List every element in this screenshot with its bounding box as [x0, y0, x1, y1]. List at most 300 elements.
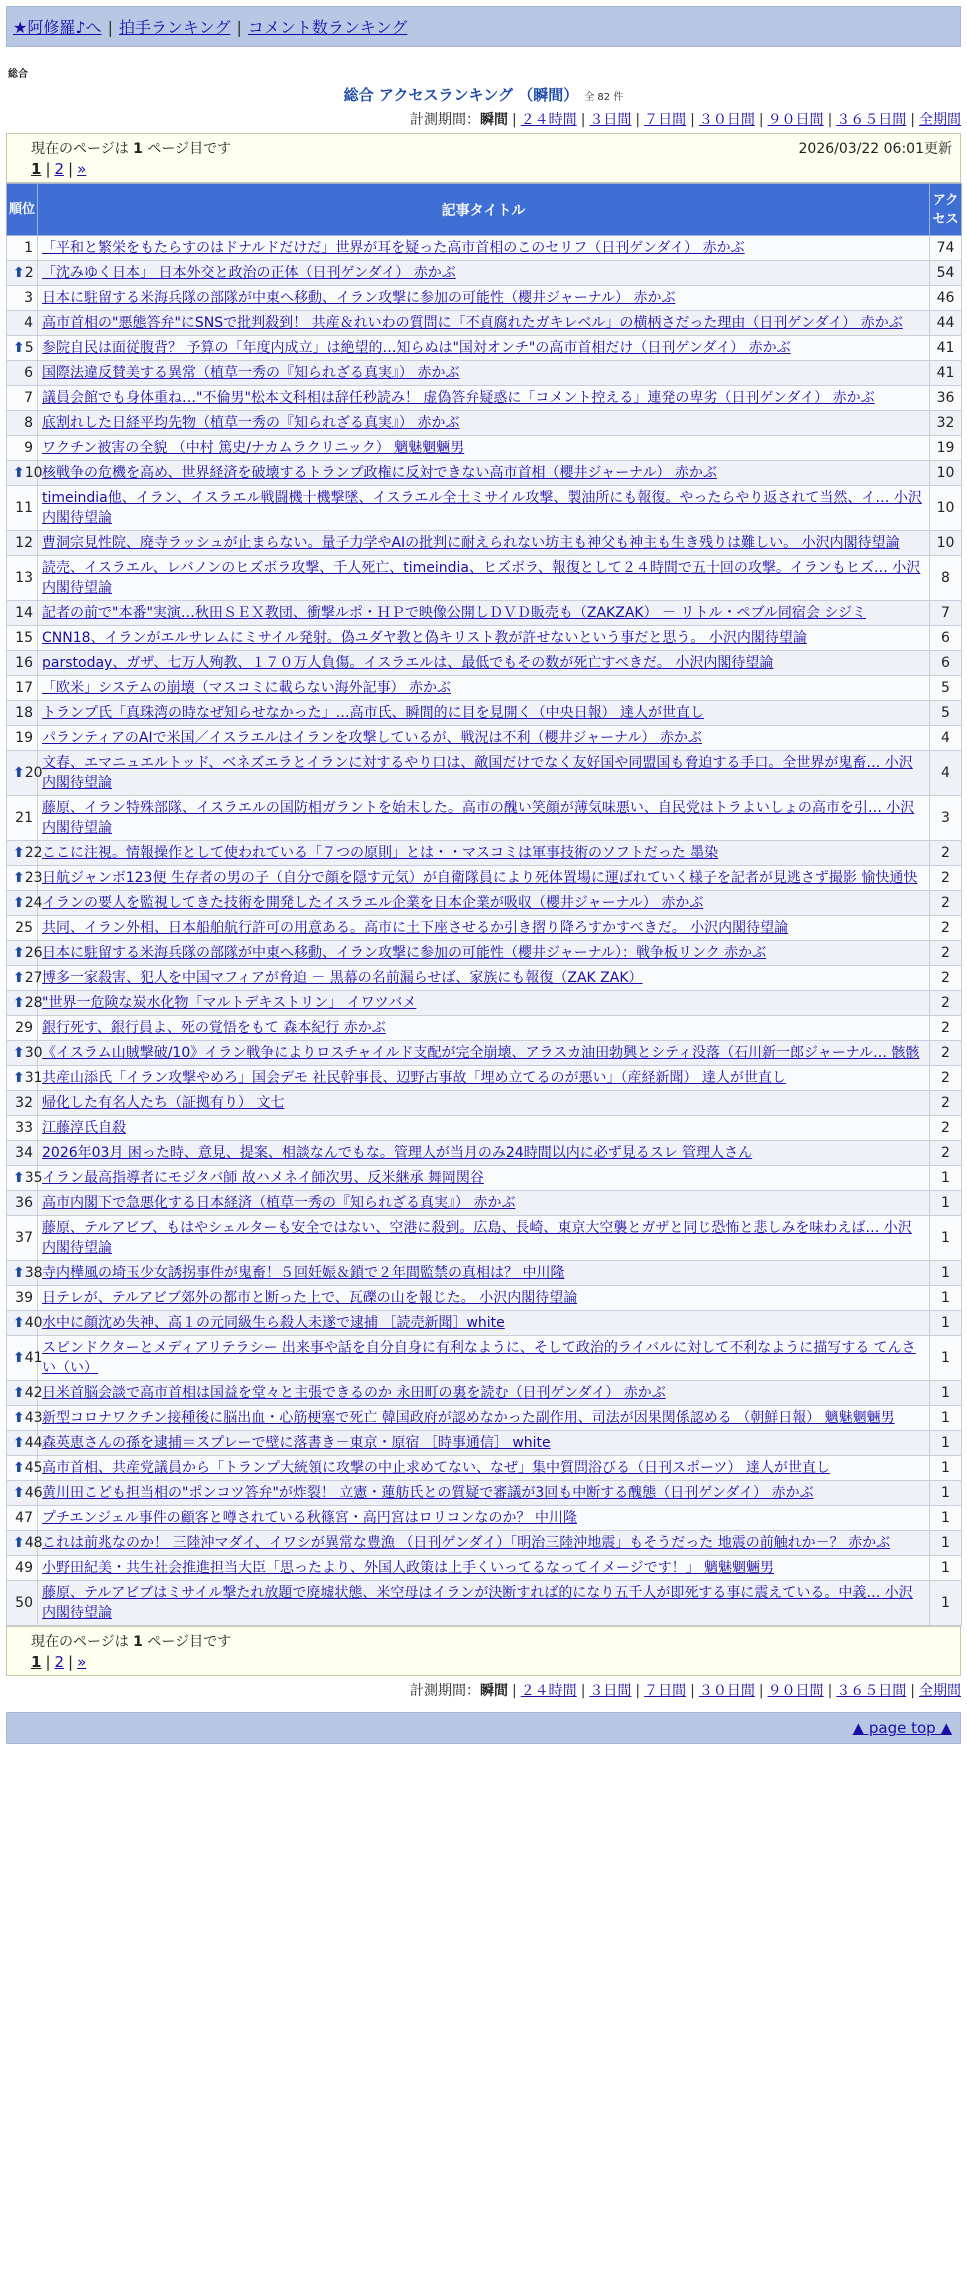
rank-cell	[7, 1286, 38, 1311]
article-link[interactable]: イランの要人を監視してきた技術を開発したイスラエル企業を日本企業が吸収（櫻井ジャーナル） 赤かぶ	[42, 895, 704, 911]
table-row	[7, 336, 962, 361]
article-link[interactable]: 国際法違反賛美する異常（植草一秀の『知られざる真実』） 赤かぶ	[42, 365, 460, 381]
rank-number: 48	[24, 1535, 43, 1551]
rank-number: 46	[24, 1485, 43, 1501]
up-arrow-icon: ⬆	[13, 1485, 25, 1501]
access-count: 1	[930, 1166, 962, 1191]
title-cell	[38, 1261, 930, 1286]
article-link[interactable]: 藤原、イラン特殊部隊、イスラエルの国防相ガラントを始末した。高市の醜い笑顔が薄気味悪い、自民党はトラよいしょの高市を引… 小沢内閣待望論	[42, 800, 915, 836]
pager-top	[6, 133, 961, 183]
article-link[interactable]: 共産山添氏「イラン攻撃やめろ」国会デモ 社民幹事長、辺野古事故「埋め立てるのが悪い」（産経新聞） 達人が世直し	[42, 1070, 786, 1086]
access-count: 2	[930, 991, 962, 1016]
up-arrow-icon: ⬆	[13, 870, 25, 886]
rank-cell	[7, 1406, 43, 1431]
article-link[interactable]: 水中に顔沈め失神、高１の元同級生ら殺人未遂で逮捕 ［読売新聞］white	[42, 1315, 505, 1331]
article-link[interactable]: 寺内樺風の埼玉少女誘拐事件が鬼畜！５回妊娠＆鎖で２年間監禁の真相は？ 中川隆	[42, 1265, 565, 1281]
table-row	[7, 436, 962, 461]
article-link[interactable]: timeindia他、イラン、イスラエル戦闘機十機撃墜、イスラエル全土ミサイル攻撃、製油所にも報復。やったらやり返されて当然、イ… 小沢内閣待望論	[42, 490, 922, 526]
up-arrow-icon: ⬆	[13, 465, 25, 481]
up-arrow-icon: ⬆	[13, 895, 25, 911]
title-cell	[38, 1431, 930, 1456]
article-link[interactable]: 底割れした日経平均先物（植草一秀の『知られざる真実』） 赤かぶ	[42, 415, 460, 431]
page-link[interactable]: 2	[54, 160, 65, 178]
title-cell	[38, 486, 930, 531]
title-cell	[38, 1066, 930, 1091]
period-selector	[6, 109, 961, 129]
article-link[interactable]: 高市首相の"悪態答弁"にSNSで批判殺到！ 共産＆れいわの質問に「不貞腐れたガキレベル」の横柄さだった理由（日刊ゲンダイ） 赤かぶ	[42, 315, 903, 331]
up-arrow-icon: ⬆	[13, 265, 25, 281]
article-link[interactable]: 高市内閣下で急悪化する日本経済（植草一秀の『知られざる真実』） 赤かぶ	[42, 1195, 516, 1211]
rank-cell	[7, 1431, 43, 1456]
article-link[interactable]: これは前兆なのか！ 三陸沖マダイ、イワシが異常な豊漁 （日刊ゲンダイ）「明治三陸沖地震」もそうだった 地震の前触れか－？ 赤かぶ	[42, 1535, 891, 1551]
title-cell	[38, 891, 930, 916]
title-cell	[38, 1481, 930, 1506]
access-count: 5	[930, 701, 962, 726]
rank-number: 16	[15, 655, 33, 671]
table-row	[7, 1041, 962, 1066]
table-row	[7, 751, 962, 796]
table-row	[7, 1191, 962, 1216]
period-separator: |	[635, 112, 641, 128]
table-row	[7, 486, 962, 531]
title-cell	[38, 866, 930, 891]
rank-cell	[7, 1381, 43, 1406]
period-separator: |	[827, 1683, 833, 1699]
table-row	[7, 261, 962, 286]
up-arrow-icon: ⬆	[13, 765, 25, 781]
rank-cell	[7, 336, 38, 361]
rank-cell	[7, 916, 38, 941]
page-separator: |	[45, 1653, 51, 1671]
up-arrow-icon: ⬆	[13, 995, 25, 1011]
article-link[interactable]: 核戦争の危機を高め、世界経済を破壊するトランプ政権に反対できない高市首相（櫻井ジャーナル） 赤かぶ	[42, 465, 717, 481]
footer-bar	[6, 1712, 961, 1744]
article-link[interactable]: 参院自民は面従腹背？ 予算の「年度内成立」は絶望的…知らぬは"国対オンチ"の高市首相だけ（日刊ゲンダイ） 赤かぶ	[42, 340, 791, 356]
page-links	[31, 1653, 952, 1671]
title-cell	[38, 1556, 930, 1581]
rank-cell	[7, 386, 38, 411]
current-page-suffix: ページ目です	[142, 141, 232, 157]
title-cell	[38, 1216, 930, 1261]
title-cell	[38, 236, 930, 261]
rank-number: 24	[24, 895, 43, 911]
period-separator: |	[690, 112, 695, 128]
rank-number: 30	[24, 1045, 43, 1061]
up-arrow-icon: ⬆	[13, 970, 25, 986]
access-count: 10	[930, 461, 962, 486]
page-links	[31, 160, 952, 178]
rank-cell	[7, 1336, 43, 1381]
rank-number: 6	[24, 365, 33, 381]
up-arrow-icon: ⬆	[13, 1070, 25, 1086]
table-row	[7, 1431, 962, 1456]
access-count: 1	[930, 1431, 962, 1456]
article-link[interactable]: 「欧米」システムの崩壊（マスコミに載らない海外記事） 赤かぶ	[42, 680, 452, 696]
access-count: 1	[930, 1191, 962, 1216]
article-link[interactable]: 新型コロナワクチン接種後に脳出血・心筋梗塞で死亡 韓国政府が認めなかった副作用、司法が因果関係認める （朝鮮日報） 魑魅魍魎男	[42, 1410, 895, 1426]
access-count: 1	[930, 1481, 962, 1506]
table-row	[7, 1506, 962, 1531]
rank-number: 45	[24, 1460, 43, 1476]
access-count: 46	[930, 286, 962, 311]
rank-number: 23	[24, 870, 43, 886]
rank-cell	[7, 1581, 38, 1626]
nav-link-comment-ranking[interactable]: コメント数ランキング	[247, 18, 408, 37]
access-count: 2	[930, 841, 962, 866]
article-link[interactable]: トランプ氏「真珠湾の時なぜ知らせなかった」…高市氏、瞬間的に目を見開く（中央日報） 達人が世直し	[42, 705, 705, 721]
period-link[interactable]: ９０日間	[767, 112, 824, 128]
up-arrow-icon: ⬆	[13, 1265, 25, 1281]
ranking-table-body	[7, 236, 962, 1626]
title-cell	[38, 1141, 930, 1166]
page-link-next[interactable]: »	[77, 1653, 87, 1671]
rank-cell	[7, 676, 38, 701]
period-link[interactable]: ３６５日間	[836, 112, 907, 128]
rank-number: 18	[15, 705, 33, 721]
article-link[interactable]: 共同、イラン外相、日本船舶航行許可の用意ある。高市に土下座させるか引き摺り降ろすかすべきだ。 小沢内閣待望論	[42, 920, 789, 936]
page-link-next[interactable]: »	[77, 160, 87, 178]
access-count: 36	[930, 386, 962, 411]
article-link[interactable]: 藤原、テルアビブ、もはやシェルターも安全ではない、空港に殺到。広島、長崎、東京大空襲とガザと同じ恐怖と悲しみを味わえば… 小沢内閣待望論	[42, 1220, 912, 1256]
table-header-row	[7, 184, 962, 236]
table-row	[7, 1261, 962, 1286]
article-link[interactable]: 黄川田こども担当相の"ポンコツ答弁"が炸裂！ 立憲・蓮舫氏との質疑で審議が3回も中断する醜態（日刊ゲンダイ） 赤かぶ	[42, 1485, 814, 1501]
table-row	[7, 1016, 962, 1041]
title-cell	[38, 1041, 930, 1066]
period-separator: |	[580, 1683, 586, 1699]
period-link[interactable]: ２４時間	[520, 1683, 577, 1699]
title-cell	[38, 311, 930, 336]
period-link[interactable]: ９０日間	[767, 1683, 824, 1699]
rank-cell	[7, 1191, 38, 1216]
article-link[interactable]: ワクチン被害の全貌 （中村 篤史/ナカムラクリニック） 魑魅魍魎男	[42, 440, 465, 456]
rank-number: 10	[24, 465, 43, 481]
article-link[interactable]: 曹洞宗見性院、廃寺ラッシュが止まらない。量子力学やAIの批判に耐えられない坊主も神父も神主も生き残りは難しい。 小沢内閣待望論	[42, 535, 900, 551]
top-navigation: ★阿修羅♪へ | 拍手ランキング | コメント数ランキング	[6, 6, 961, 47]
rank-number: 22	[24, 845, 43, 861]
rank-cell	[7, 941, 43, 966]
up-arrow-icon: ⬆	[13, 845, 25, 861]
table-row	[7, 941, 962, 966]
rank-number: 40	[24, 1315, 43, 1331]
rank-cell	[7, 436, 38, 461]
ranking-table	[6, 183, 962, 1626]
article-link[interactable]: CNN18、イランがエルサレムにミサイル発射。偽ユダヤ教と偽キリスト教が許せないという事だと思う。 小沢内閣待望論	[42, 630, 807, 646]
table-row	[7, 1481, 962, 1506]
nav-link-applause-ranking[interactable]: 拍手ランキング	[118, 18, 231, 37]
title-cell	[38, 701, 930, 726]
article-link[interactable]: パランティアのAIで米国／イスラエルはイランを攻撃しているが、戦況は不利（櫻井ジャーナル） 赤かぶ	[42, 730, 702, 746]
access-count: 74	[930, 236, 962, 261]
pager-status-row	[31, 138, 952, 158]
title-cell	[38, 751, 930, 796]
title-cell	[38, 651, 930, 676]
title-cell	[38, 726, 930, 751]
period-separator: |	[511, 112, 517, 128]
article-link[interactable]: 《イスラム山賊撃破/10》イラン戦争によりロスチャイルド支配が完全崩壊、アラスカ油田勃興とシティ没落（石川新一郎ジャーナル… 骸骸	[42, 1045, 920, 1061]
rank-cell	[7, 411, 38, 436]
access-count: 10	[930, 486, 962, 531]
article-link[interactable]: 議員会館でも身体重ね…"不倫男"松本文科相は辞任秒読み！ 虚偽答弁疑惑に「コメント控える」連発の卑劣（日刊ゲンダイ） 赤かぶ	[42, 390, 875, 406]
article-link[interactable]: 江藤淳氏自殺	[42, 1120, 126, 1136]
rank-number: 17	[15, 680, 33, 696]
article-link[interactable]: 記者の前で"本番"実演…秋田ＳＥＸ教団、衝撃ルポ・ＨＰで映像公開しＤＶＤ販売も（ZAKZAK） － リトル・ペブル同宿会 シジミ	[42, 605, 867, 621]
article-link[interactable]: 日本に駐留する米海兵隊の部隊が中東へ移動、イラン攻撃に参加の可能性（櫻井ジャーナル） 赤かぶ	[42, 290, 676, 306]
period-separator: |	[758, 1683, 764, 1699]
title-cell	[38, 941, 930, 966]
period-separator: |	[690, 1683, 695, 1699]
current-page-prefix: 現在のページは	[31, 1634, 134, 1650]
rank-number: 27	[24, 970, 43, 986]
title-cell	[38, 1581, 930, 1626]
rank-cell	[7, 531, 38, 556]
title-cell	[38, 261, 930, 286]
header-title: 記事タイトル	[38, 184, 930, 236]
rank-number: 8	[24, 415, 33, 431]
rank-number: 4	[24, 315, 33, 331]
rank-cell	[7, 361, 38, 386]
rank-number: 7	[24, 390, 33, 406]
rank-number: 15	[15, 630, 33, 646]
period-separator: |	[635, 1683, 641, 1699]
access-count: 2	[930, 966, 962, 991]
rank-number: 9	[24, 440, 33, 456]
access-count: 54	[930, 261, 962, 286]
article-link[interactable]: 帰化した有名人たち（証拠有り） 文七	[42, 1095, 285, 1111]
article-link[interactable]: イラン最高指導者にモジタバ師 故ハメネイ師次男、反米継承 舞岡関谷	[42, 1170, 484, 1186]
rank-number: 47	[15, 1510, 33, 1526]
rank-cell	[7, 726, 38, 751]
header-access: アクセス	[930, 184, 962, 236]
period-selector-bottom	[6, 1680, 961, 1700]
up-arrow-icon: ⬆	[13, 1410, 25, 1426]
access-count: 1	[930, 1336, 962, 1381]
article-link[interactable]: プチエンジェル事件の顧客と噂されている秋篠宮・高円宮はロリコンなのか？ 中川隆	[42, 1510, 577, 1526]
article-link[interactable]: 2026年03月 困った時、意見、提案、相談なんでもな。管理人が当月のみ24時間以内に必ず見るスレ 管理人さん	[42, 1145, 753, 1161]
access-count: 32	[930, 411, 962, 436]
rank-cell	[7, 556, 38, 601]
table-row	[7, 916, 962, 941]
rank-cell	[7, 1556, 38, 1581]
period-link[interactable]: ７日間	[644, 1683, 687, 1699]
rank-number: 21	[15, 810, 33, 826]
article-link[interactable]: スピンドクターとメディアリテラシー 出来事や話を自分自身に有利なように、そして政治的ライバルに対して不利なように描写する てんさい（い）	[42, 1340, 916, 1376]
up-arrow-icon: ⬆	[13, 1435, 25, 1451]
article-link[interactable]: 「平和と繁栄をもたらすのはドナルドだけだ」世界が耳を疑った高市首相のこのセリフ（日刊ゲンダイ） 赤かぶ	[42, 240, 745, 256]
article-link[interactable]: 日本に駐留する米海兵隊の部隊が中東へ移動、イラン攻撃に参加の可能性（櫻井ジャーナル）：戦争板リンク 赤かぶ	[42, 945, 767, 961]
access-count: 1	[930, 1381, 962, 1406]
period-link[interactable]: ３０日間	[698, 1683, 755, 1699]
rank-number: 12	[15, 535, 33, 551]
access-count: 2	[930, 1066, 962, 1091]
rank-cell	[7, 1311, 43, 1336]
access-count: 10	[930, 531, 962, 556]
page-separator: |	[68, 1653, 74, 1671]
period-link[interactable]: ３日間	[589, 112, 632, 128]
current-page-suffix: ページ目です	[142, 1634, 232, 1650]
period-separator: |	[511, 1683, 517, 1699]
rank-number: 42	[24, 1385, 43, 1401]
table-row	[7, 1456, 962, 1481]
rank-number: 2	[24, 265, 34, 281]
title-cell	[38, 1191, 930, 1216]
period-link[interactable]: ７日間	[644, 112, 687, 128]
access-count: 7	[930, 601, 962, 626]
table-row	[7, 796, 962, 841]
current-page-text	[31, 1631, 231, 1651]
rank-cell	[7, 651, 38, 676]
table-row	[7, 311, 962, 336]
rank-cell	[7, 1091, 38, 1116]
rank-number: 1	[24, 240, 33, 256]
table-row	[7, 1091, 962, 1116]
title-cell	[38, 286, 930, 311]
title-cell	[38, 461, 930, 486]
period-link[interactable]: 全期間	[919, 1683, 961, 1699]
article-link[interactable]: 銀行死す、銀行員よ、死の覚悟をもて 森本紀行 赤かぶ	[42, 1020, 386, 1036]
page-link[interactable]: 2	[54, 1653, 65, 1671]
access-count: 1	[930, 1581, 962, 1626]
article-link[interactable]: 日米首脳会談で高市首相は国益を堂々と主張できるのか 永田町の裏を読む（日刊ゲンダイ） 赤かぶ	[42, 1385, 666, 1401]
rank-cell	[7, 796, 38, 841]
article-link[interactable]: "世界一危険な炭水化物「マルトデキストリン」 イワツバメ	[42, 995, 417, 1011]
rank-number: 35	[24, 1170, 43, 1186]
article-link[interactable]: 博多一家殺害、犯人を中国マフィアが脅迫 － 黒幕の名前漏らせば、家族にも報復（ZAK ZAK）	[42, 970, 643, 986]
access-count: 4	[930, 726, 962, 751]
rank-number: 31	[24, 1070, 43, 1086]
article-link[interactable]: 読売、イスラエル、レバノンのヒズボラ攻撃、千人死亡、timeindia、ヒズボラ、報復として２４時間で五十回の攻撃。イランもヒズ… 小沢内閣待望論	[42, 560, 921, 596]
page-top-link[interactable]: ▲ page top ▲	[852, 1719, 952, 1737]
current-page-text	[31, 138, 231, 158]
article-link[interactable]: 日テレが、テルアビブ郊外の都市と断った上で、瓦礫の山を報じた。 小沢内閣待望論	[42, 1290, 578, 1306]
rank-number: 28	[24, 995, 43, 1011]
rank-cell	[7, 1456, 43, 1481]
title-cell	[38, 361, 930, 386]
access-count: 19	[930, 436, 962, 461]
period-label: 計測期間：	[409, 1683, 480, 1699]
article-link[interactable]: parstoday、ガザ、七万人殉教、１７０万人負傷。イスラエルは、最低でもその数が死亡すべきだ。 小沢内閣待望論	[42, 655, 774, 671]
table-row	[7, 866, 962, 891]
access-count: 1	[930, 1456, 962, 1481]
rank-cell	[7, 626, 38, 651]
article-link[interactable]: 藤原、テルアビブはミサイル撃たれ放題で廃墟状態、米空母はイランが決断すれば的になり五千人が即死する事に震えている。中義… 小沢内閣待望論	[42, 1585, 913, 1621]
article-link[interactable]: 森英恵さんの孫を逮捕＝スプレーで壁に落書き－東京・原宿 ［時事通信］ white	[42, 1435, 551, 1451]
period-link[interactable]: ３６５日間	[836, 1683, 907, 1699]
table-row	[7, 1336, 962, 1381]
table-row	[7, 531, 962, 556]
current-page-number: 1	[133, 141, 143, 157]
access-count: 2	[930, 1116, 962, 1141]
table-row	[7, 361, 962, 386]
period-separator: |	[910, 1683, 915, 1699]
table-row	[7, 386, 962, 411]
header-rank: 順位	[7, 184, 38, 236]
access-count: 5	[930, 676, 962, 701]
rank-cell	[7, 1261, 43, 1286]
rank-number: 39	[15, 1290, 33, 1306]
article-link[interactable]: 日航ジャンボ123便 生存者の男の子（自分で顔を隠す元気）が自衛隊員により死体置場に運ばれていく様子を記者が見逃さず撮影 愉快通快	[42, 870, 918, 886]
up-arrow-icon: ⬆	[13, 945, 25, 961]
title-cell	[38, 411, 930, 436]
up-arrow-icon: ⬆	[13, 1385, 25, 1401]
article-link[interactable]: 文春、エマニュエルトッド、ベネズエラとイランに対するやり口は、敵国だけでなく友好国や同盟国も脅迫する手口。全世界が鬼畜… 小沢内閣待望論	[42, 755, 913, 791]
period-current: 瞬間	[479, 112, 508, 128]
access-count: 2	[930, 866, 962, 891]
title-cell	[38, 1091, 930, 1116]
article-link[interactable]: 高市首相、共産党議員から「トランプ大統領に攻撃の中止求めてない、なぜ」集中質問浴びる（日刊スポーツ） 達人が世直し	[42, 1460, 830, 1476]
table-row	[7, 236, 962, 261]
table-row	[7, 1141, 962, 1166]
rank-cell	[7, 966, 43, 991]
rank-cell	[7, 701, 38, 726]
table-row	[7, 726, 962, 751]
rank-number: 36	[15, 1195, 33, 1211]
rank-number: 26	[24, 945, 43, 961]
current-page-number: 1	[133, 1634, 143, 1650]
nav-link-ashura[interactable]: ★阿修羅♪へ	[13, 18, 102, 37]
table-row	[7, 1406, 962, 1431]
up-arrow-icon: ⬆	[13, 1315, 25, 1331]
rank-cell	[7, 311, 38, 336]
title-cell	[38, 1456, 930, 1481]
access-count: 4	[930, 751, 962, 796]
up-arrow-icon: ⬆	[13, 1045, 25, 1061]
rank-cell	[7, 286, 38, 311]
rank-number: 32	[15, 1095, 33, 1111]
rank-cell	[7, 1531, 43, 1556]
up-arrow-icon: ⬆	[13, 340, 25, 356]
table-row	[7, 1531, 962, 1556]
access-count: 41	[930, 336, 962, 361]
ranking-count: 全 82 件	[584, 92, 624, 103]
title-cell	[38, 601, 930, 626]
table-row	[7, 966, 962, 991]
access-count: 1	[930, 1311, 962, 1336]
period-link[interactable]: ３０日間	[698, 112, 755, 128]
rank-number: 41	[24, 1350, 43, 1366]
rank-number: 38	[24, 1265, 43, 1281]
article-link[interactable]: 小野田紀美・共生社会推進担当大臣「思ったより、外国人政策は上手くいってるなってイメージです！」 魑魅魍魎男	[42, 1560, 775, 1576]
article-link[interactable]: 「沈みゆく日本」 日本外交と政治の正体（日刊ゲンダイ） 赤かぶ	[42, 265, 456, 281]
title-cell	[38, 1531, 930, 1556]
rank-cell	[7, 486, 38, 531]
rank-cell	[7, 1506, 38, 1531]
access-count: 2	[930, 891, 962, 916]
period-link[interactable]: 全期間	[919, 112, 961, 128]
period-link[interactable]: ３日間	[589, 1683, 632, 1699]
access-count: 41	[930, 361, 962, 386]
access-count: 8	[930, 556, 962, 601]
page-title	[6, 84, 961, 105]
rank-cell	[7, 1116, 38, 1141]
period-link[interactable]: ２４時間	[520, 112, 577, 128]
up-arrow-icon: ⬆	[13, 1170, 25, 1186]
rank-cell	[7, 1066, 43, 1091]
access-count: 2	[930, 941, 962, 966]
table-row	[7, 991, 962, 1016]
access-count: 2	[930, 1091, 962, 1116]
access-count: 2	[930, 916, 962, 941]
article-link[interactable]: ここに注視。情報操作として使われている「７つの原則」とは・・マスコミは軍事技術のソフトだった 墨染	[42, 845, 719, 861]
rank-cell	[7, 1166, 43, 1191]
table-row	[7, 286, 962, 311]
rank-cell	[7, 236, 38, 261]
rank-number: 5	[24, 340, 34, 356]
table-row	[7, 1581, 962, 1626]
page-separator: |	[45, 160, 51, 178]
rank-number: 11	[15, 500, 33, 516]
access-count: 1	[930, 1506, 962, 1531]
